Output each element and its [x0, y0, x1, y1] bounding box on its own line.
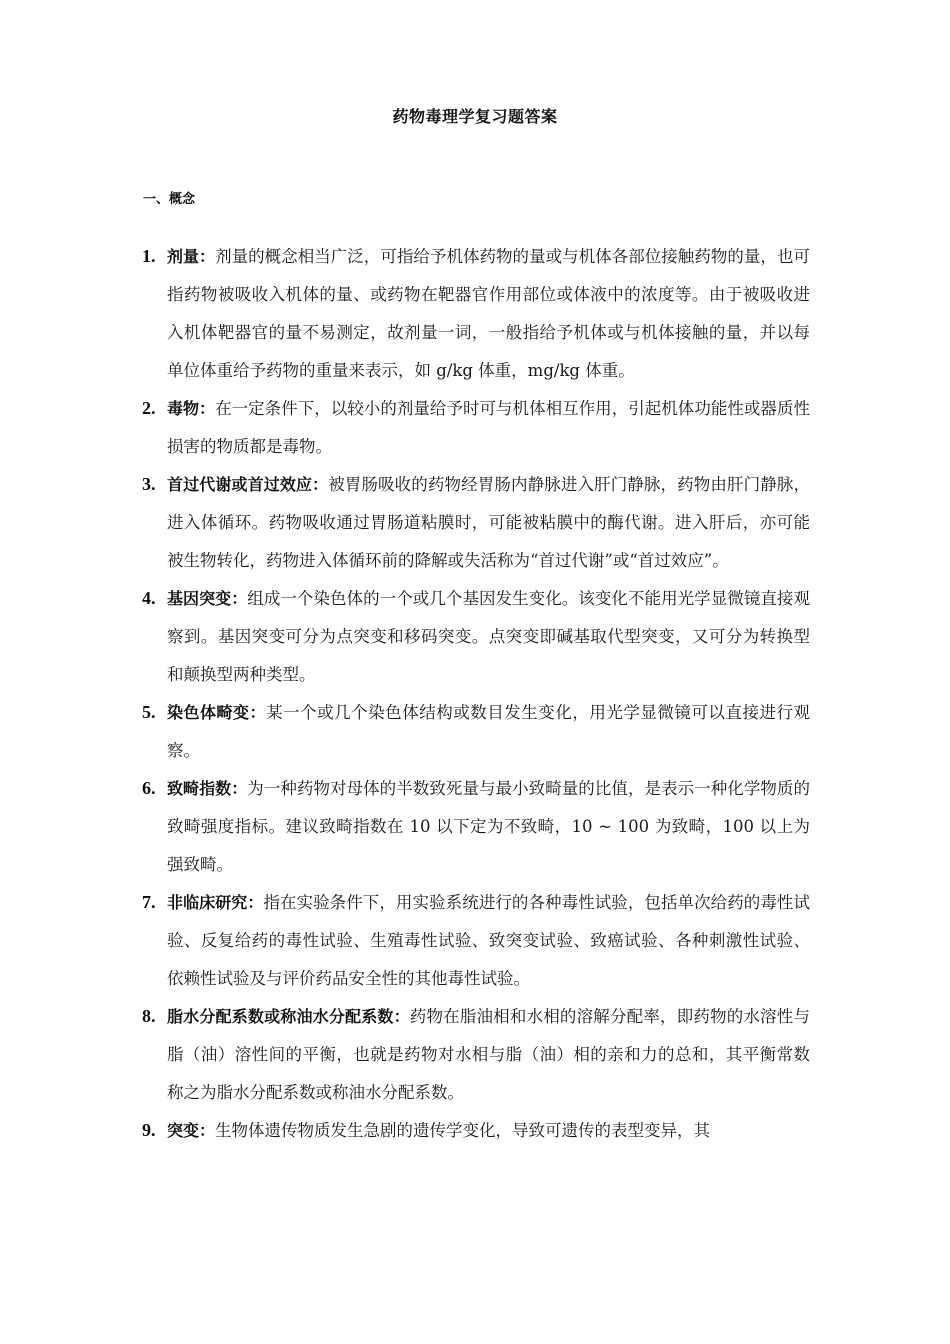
- item-number: 4.: [142, 588, 156, 608]
- definition-item: [142, 998, 810, 1112]
- item-term: 脂水分配系数或称油水分配系数：: [167, 1007, 410, 1026]
- definition-item: [142, 466, 810, 580]
- item-definition: 药物在脂油相和水相的溶解分配率，即药物的水溶性与脂（油）溶性间的平衡，也就是药物对水相与脂（油）相的亲和力的总和，其平衡常数称之为脂水分配系数或称油水分配系数。: [167, 1007, 810, 1102]
- item-definition: 为一种药物对母体的半数致死量与最小致畸量的比值，是表示一种化学物质的致畸强度指标。建议致畸指数在 10 以下定为不致畸，10 ~ 100 为致畸，100 以上为强致畸。: [167, 779, 810, 874]
- definition-list: [142, 238, 810, 1150]
- definition-item: [142, 770, 810, 884]
- item-number: 7.: [142, 892, 156, 912]
- document-title: 药物毒理学复习题答案: [392, 107, 558, 126]
- item-number: 3.: [142, 474, 156, 494]
- section-heading: 一、概念: [143, 192, 196, 207]
- item-number: 6.: [142, 778, 156, 798]
- item-definition: 某一个或几个染色体结构或数目发生变化，用光学显微镜可以直接进行观察。: [167, 703, 810, 760]
- item-term: 非临床研究：: [167, 893, 264, 912]
- item-term: 基因突变：: [167, 589, 248, 608]
- item-term: 染色体畸变：: [167, 703, 267, 722]
- item-term: 首过代谢或首过效应：: [167, 475, 329, 494]
- item-definition: 指在实验条件下，用实验系统进行的各种毒性试验，包括单次给药的毒性试验、反复给药的毒性试验、生殖毒性试验、致突变试验、致癌试验、各种刺激性试验、依赖性试验及与评价药品安全性的其他毒性试验。: [167, 893, 810, 988]
- definition-item: [142, 390, 810, 466]
- item-number: 5.: [142, 702, 156, 722]
- item-definition: 被胃肠吸收的药物经胃肠内静脉进入肝门静脉，药物由肝门静脉，进入体循环。药物吸收通过胃肠道粘膜时，可能被粘膜中的酶代谢。进入肝后，亦可能被生物转化，药物进入体循环前的降解或失活称为“首过代谢”或“首过效应”。: [167, 475, 810, 570]
- definition-item: [142, 1112, 810, 1150]
- definition-item: [142, 580, 810, 694]
- item-definition: 剂量的概念相当广泛，可指给予机体药物的量或与机体各部位接触药物的量，也可指药物被吸收入机体的量、或药物在靶器官作用部位或体液中的浓度等。由于被吸收进入机体靶器官的量不易测定，故剂量一词，一般指给予机体或与机体接触的量，并以每单位体重给予药物的重量来表示，如 g/kg 体重，mg/kg 体重。: [167, 247, 810, 380]
- item-term: 剂量：: [167, 247, 216, 266]
- item-number: 1.: [142, 246, 156, 266]
- item-definition: 生物体遗传物质发生急剧的遗传学变化，导致可遗传的表型变异，其: [215, 1121, 711, 1140]
- item-number: 2.: [142, 398, 156, 418]
- definition-item: [142, 238, 810, 390]
- definition-item: [142, 694, 810, 770]
- item-definition: 组成一个染色体的一个或几个基因发生变化。该变化不能用光学显微镜直接观察到。基因突变可分为点突变和移码突变。点突变即碱基取代型突变，又可分为转换型和颠换型两种类型。: [167, 589, 810, 684]
- item-term: 突变：: [167, 1121, 216, 1140]
- definition-item: [142, 884, 810, 998]
- item-term: 毒物：: [167, 399, 216, 418]
- item-term: 致畸指数：: [167, 779, 248, 798]
- item-number: 8.: [142, 1006, 156, 1026]
- item-number: 9.: [142, 1120, 156, 1140]
- item-definition: 在一定条件下，以较小的剂量给予时可与机体相互作用，引起机体功能性或器质性损害的物质都是毒物。: [167, 399, 810, 456]
